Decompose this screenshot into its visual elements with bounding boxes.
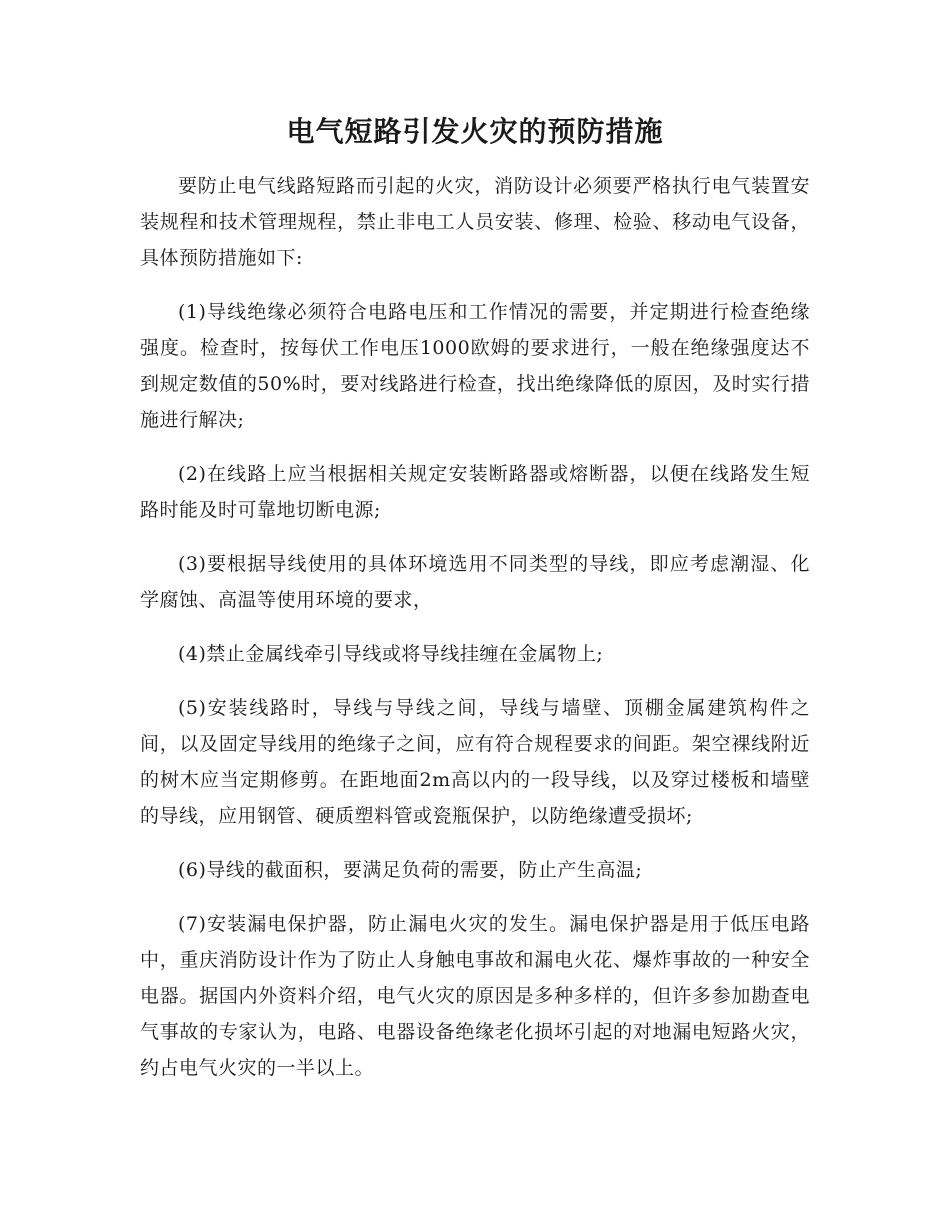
- document-page: [140, 110, 810, 1104]
- measure-paragraph-5: (5)安装线路时，导线与导线之间，导线与墙壁、顶棚金属建筑构件之间，以及固定导线用的绝缘子之间，应有符合规程要求的间距。架空裸线附近的树木应当定期修剪。在距地面2m高以内的一段导线，以及穿过楼板和墙壁的导线，应用钢管、硬质塑料管或瓷瓶保护，以防绝缘遭受损坏;: [140, 697, 810, 827]
- measure-paragraph-6: (6)导线的截面积，要满足负荷的需要，防止产生高温;: [178, 859, 643, 881]
- page-title: 电气短路引发火灾的预防措施: [286, 115, 664, 148]
- intro-paragraph: 要防止电气线路短路而引起的火灾，消防设计必须要严格执行电气装置安装规程和技术管理规程，禁止非电工人员安装、修理、检验、移动电气设备，具体预防措施如下:: [140, 175, 810, 269]
- measure-paragraph-4: (4)禁止金属线牵引导线或将导线挂缠在金属物上;: [178, 643, 604, 665]
- measure-paragraph-3: (3)要根据导线使用的具体环境选用不同类型的导线，即应考虑潮湿、化学腐蚀、高温等使用环境的要求，: [140, 553, 810, 611]
- measure-paragraph-1: (1)导线绝缘必须符合电路电压和工作情况的需要，并定期进行检查绝缘强度。检查时，按每伏工作电压1000欧姆的要求进行，一般在绝缘强度达不到规定数值的50%时，要对线路进行检查，找出绝缘降低的原因，及时实行措施进行解决;: [140, 301, 810, 431]
- measure-paragraph-2: (2)在线路上应当根据相关规定安装断路器或熔断器，以便在线路发生短路时能及时可靠地切断电源;: [140, 463, 810, 521]
- measure-paragraph-7: (7)安装漏电保护器，防止漏电火灾的发生。漏电保护器是用于低压电路中，重庆消防设计作为了防止人身触电事故和漏电火花、爆炸事故的一种安全电器。据国内外资料介绍，电气火灾的原因是多种多样的，但许多参加勘查电气事故的专家认为，电路、电器设备绝缘老化损坏引起的对地漏电短路火灾，约占电气火灾的一半以上。: [140, 913, 810, 1079]
